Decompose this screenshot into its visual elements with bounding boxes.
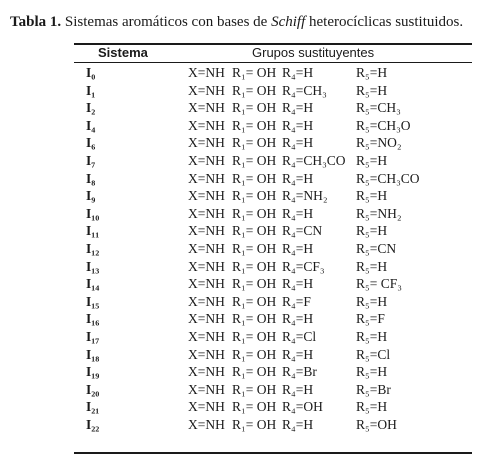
table-row	[74, 328, 472, 346]
table-row	[74, 293, 472, 311]
r5-cell: R₅=H	[356, 82, 388, 98]
r1-cell: R₁= OH	[232, 152, 277, 168]
r5-cell: R₅=NO₂	[356, 135, 402, 151]
r5-cell: R₅=Cl	[356, 346, 391, 362]
system-cell: I₀	[86, 65, 96, 80]
r4-cell: R₄=H	[282, 311, 314, 327]
r4-cell: R₄=H	[282, 381, 314, 397]
r4-cell: R₄=H	[282, 276, 314, 292]
system-cell: I₄	[86, 117, 96, 133]
system-cell: I₁₃	[86, 258, 100, 274]
r4-cell: R₄=F	[282, 293, 311, 309]
table-caption	[10, 13, 490, 31]
table-row	[74, 170, 472, 188]
r1-cell: R₁= OH	[232, 276, 277, 292]
table-row	[74, 205, 472, 223]
x-cell: X=NH	[188, 258, 225, 274]
table-row	[74, 346, 472, 364]
r4-cell: R₄=CN	[282, 223, 323, 239]
table-header-rule	[74, 62, 472, 63]
table-row	[74, 275, 472, 293]
r5-cell: R₅=H	[356, 188, 388, 204]
r4-cell: R₄=H	[282, 117, 314, 133]
header-grupos-sustituyentes: Grupos sustituyentes	[252, 45, 375, 60]
table-row	[74, 416, 472, 434]
x-cell: X=NH	[188, 223, 225, 239]
header-sistema: Sistema	[98, 45, 148, 60]
x-cell: X=NH	[188, 346, 225, 362]
system-cell: I₇	[86, 152, 96, 168]
r1-cell: R₁= OH	[232, 188, 277, 204]
r1-cell: R₁= OH	[232, 135, 277, 151]
x-cell: X=NH	[188, 328, 225, 344]
r1-cell: R₁= OH	[232, 170, 277, 186]
system-cell: I₂₁	[86, 399, 100, 415]
r5-cell: R₅=CN	[356, 240, 397, 256]
x-cell: X=NH	[188, 416, 225, 432]
r4-cell: R₄=H	[282, 100, 314, 116]
caption-italic-word: Schiff	[271, 14, 306, 30]
caption-text-before: Sistemas aromáticos con bases de	[61, 14, 272, 30]
r5-cell: R₅=CH₃CO	[356, 170, 420, 186]
r5-cell: R₅=OH	[356, 416, 397, 432]
table-row	[74, 187, 472, 205]
table-body	[74, 64, 472, 433]
table-row	[74, 117, 472, 135]
r1-cell: R₁= OH	[232, 258, 277, 274]
caption-text-after: heterocíclicas sustituidos.	[305, 14, 464, 30]
x-cell: X=NH	[188, 364, 225, 380]
r4-cell: R₄=H	[282, 240, 314, 256]
r1-cell: R₁= OH	[232, 240, 277, 256]
x-cell: X=NH	[188, 293, 225, 309]
r4-cell: R₄=H	[282, 416, 314, 432]
table-row	[74, 240, 472, 258]
table-row	[74, 363, 472, 381]
r5-cell: R₅=H	[356, 399, 388, 415]
x-cell: X=NH	[188, 117, 225, 133]
r4-cell: R₄=H	[282, 65, 314, 80]
system-cell: I₂	[86, 100, 96, 116]
r5-cell: R₅=CH₃	[356, 100, 401, 116]
x-cell: X=NH	[188, 100, 225, 116]
r4-cell: R₄=H	[282, 205, 314, 221]
r5-cell: R₅=H	[356, 65, 388, 80]
table-row	[74, 134, 472, 152]
table-row	[74, 152, 472, 170]
system-cell: I₁₀	[86, 205, 100, 221]
table-row	[74, 64, 472, 82]
system-cell: I₈	[86, 170, 96, 186]
r5-cell: R₅=H	[356, 293, 388, 309]
table-row	[74, 99, 472, 117]
x-cell: X=NH	[188, 82, 225, 98]
system-cell: I₁₄	[86, 276, 100, 292]
r1-cell: R₁= OH	[232, 100, 277, 116]
system-cell: I₂₂	[86, 416, 100, 432]
table-row	[74, 310, 472, 328]
r5-cell: R₅=NH₂	[356, 205, 402, 221]
x-cell: X=NH	[188, 381, 225, 397]
x-cell: X=NH	[188, 65, 225, 80]
r1-cell: R₁= OH	[232, 346, 277, 362]
r1-cell: R₁= OH	[232, 399, 277, 415]
table-row	[74, 222, 472, 240]
system-cell: I₁₈	[86, 346, 100, 362]
r1-cell: R₁= OH	[232, 416, 277, 432]
x-cell: X=NH	[188, 311, 225, 327]
system-cell: I₆	[86, 135, 96, 151]
system-cell: I₁₆	[86, 311, 100, 327]
r5-cell: R₅=CH₃O	[356, 117, 411, 133]
r1-cell: R₁= OH	[232, 223, 277, 239]
r1-cell: R₁= OH	[232, 311, 277, 327]
r5-cell: R₅=H	[356, 364, 388, 380]
r1-cell: R₁= OH	[232, 82, 277, 98]
x-cell: X=NH	[188, 276, 225, 292]
r4-cell: R₄=OH	[282, 399, 323, 415]
system-cell: I₁₉	[86, 364, 100, 380]
r5-cell: R₅=Br	[356, 381, 391, 397]
r5-cell: R₅=H	[356, 152, 388, 168]
table-row	[74, 381, 472, 399]
r5-cell: R₅=F	[356, 311, 385, 327]
table-row	[74, 398, 472, 416]
caption-label: Tabla 1.	[10, 14, 62, 30]
r5-cell: R₅=H	[356, 223, 388, 239]
table-bottom-rule	[74, 452, 472, 454]
system-cell: I₁₅	[86, 293, 100, 309]
table-row	[74, 82, 472, 100]
r5-cell: R₅= CF₃	[356, 276, 402, 292]
system-cell: I₁₇	[86, 328, 100, 344]
x-cell: X=NH	[188, 205, 225, 221]
system-cell: I₁₁	[86, 223, 100, 239]
x-cell: X=NH	[188, 240, 225, 256]
r4-cell: R₄=CH₃	[282, 82, 327, 98]
x-cell: X=NH	[188, 152, 225, 168]
r1-cell: R₁= OH	[232, 381, 277, 397]
system-cell: I₉	[86, 188, 96, 204]
table-row	[74, 258, 472, 276]
system-cell: I₁	[86, 82, 96, 98]
x-cell: X=NH	[188, 170, 225, 186]
r4-cell: R₄=H	[282, 170, 314, 186]
r4-cell: R₄=CH₃CO	[282, 152, 346, 168]
r1-cell: R₁= OH	[232, 293, 277, 309]
r1-cell: R₁= OH	[232, 117, 277, 133]
r4-cell: R₄=NH₂	[282, 188, 328, 204]
r4-cell: R₄=H	[282, 346, 314, 362]
r4-cell: R₄=Br	[282, 364, 317, 380]
r5-cell: R₅=H	[356, 328, 388, 344]
r1-cell: R₁= OH	[232, 364, 277, 380]
r4-cell: R₄=CF₃	[282, 258, 325, 274]
x-cell: X=NH	[188, 399, 225, 415]
system-cell: I₂₀	[86, 381, 100, 397]
r4-cell: R₄=H	[282, 135, 314, 151]
r5-cell: R₅=H	[356, 258, 388, 274]
system-cell: I₁₂	[86, 240, 100, 256]
x-cell: X=NH	[188, 188, 225, 204]
r1-cell: R₁= OH	[232, 205, 277, 221]
r1-cell: R₁= OH	[232, 65, 277, 80]
r1-cell: R₁= OH	[232, 328, 277, 344]
x-cell: X=NH	[188, 135, 225, 151]
r4-cell: R₄=Cl	[282, 328, 317, 344]
